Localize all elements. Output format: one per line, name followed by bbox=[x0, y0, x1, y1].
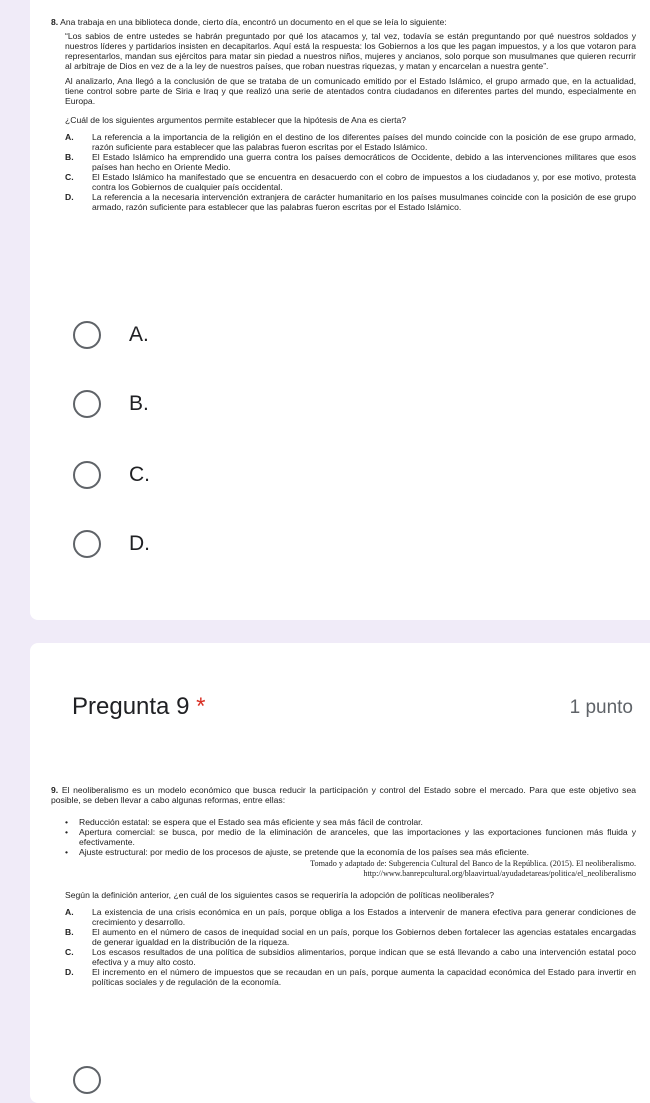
radio-a[interactable] bbox=[73, 321, 101, 349]
choice-c-label: C. bbox=[129, 463, 150, 486]
radio-next-question[interactable] bbox=[73, 1066, 101, 1094]
choice-b-label: B. bbox=[129, 392, 149, 415]
q9-option: B. El aumento en el número de casos de inequidad social en un país, porque los Gobiernos deben fortalecer las agencias estatales encargadas de generar igualdad en la distribución de la riqueza. bbox=[65, 927, 636, 947]
radio-c[interactable] bbox=[73, 461, 101, 489]
question-9-image bbox=[51, 785, 636, 987]
choice-a[interactable] bbox=[73, 321, 149, 349]
choice-b[interactable] bbox=[73, 390, 149, 418]
required-asterisk: * bbox=[196, 693, 206, 720]
q9-bullet: • Ajuste estructural: por medio de los procesos de ajuste, se pretende que la economía de los países sea más eficiente. bbox=[65, 847, 529, 857]
q8-option: D. La referencia a la necesaria intervención extranjera de carácter humanitario en los países musulmanes coincide con la posición de ese grupo armado, razón suficiente para establecer que las palabras fueron escritas por el Estado Islámico. bbox=[65, 192, 636, 212]
q9-source: Tomado y adaptado de: Subgerencia Cultural del Banco de la República. (2015). El neoliberalismo. http://www.banrepcultural.org/blaavirtual/ayudadetareas/politica/el_neoliberalismo bbox=[310, 859, 636, 878]
q8-option-list bbox=[51, 132, 636, 212]
q8-analysis: Al analizarlo, Ana llegó a la conclusión de que se trataba de un comunicado emitido por el Estado Islámico, el grupo armado que, en la actualidad, tiene control sobre parte de Siria e Iraq y que realizó una serie de atentados contra ciudadanos en diferentes partes del mundo, especialmente en Europa. bbox=[65, 76, 636, 106]
q9-question: Según la definición anterior, ¿en cuál de los siguientes casos se requeriría la adopción de políticas neoliberales? bbox=[65, 890, 494, 900]
choice-d[interactable] bbox=[73, 530, 150, 558]
q9-bullet-list bbox=[51, 817, 636, 857]
q9-option: D. El incremento en el número de impuestos que se recaudan en un país, porque aumenta la capacidad económica del Estado para invertir en políticas sociales y de regulación de la economía. bbox=[65, 967, 636, 987]
choice-d-label: D. bbox=[129, 532, 150, 555]
question-9-title: Pregunta 9 * bbox=[72, 693, 206, 720]
q9-option: C. Los escasos resultados de una política de subsidios alimentarios, porque indican que se está llevando a cabo una intervención estatal poco efectiva y a muy alto costo. bbox=[65, 947, 636, 967]
q8-intro: 8. Ana trabaja en una biblioteca donde, cierto día, encontró un documento en el que se leía lo siguiente: bbox=[51, 17, 447, 27]
choice-c[interactable] bbox=[73, 461, 150, 489]
question-8-image bbox=[51, 17, 636, 212]
q8-quote: “Los sabios de entre ustedes se habrán preguntado por qué los atacamos y, tal vez, todavía se están preguntando por qué nuestros soldados y nuestros líderes y partidarios insisten en decapitarlos. Aquí está la respuesta: los Gobiernos a los que les pagan impuestos, y a los que votaron para representarlos, mandan sus ejércitos para matar sin piedad a nuestros niños, mujeres y ancianos, solo porque son musulmanes que quieren recurrir al arbitraje de Dios en vez de a la ley de nuestros países, que roban nuestras riquezas, y matan y encarcelan a nuestra gente”. bbox=[65, 31, 636, 71]
q9-option: A. La existencia de una crisis económica en un país, porque obliga a los Estados a intervenir de manera efectiva para generar condiciones de crecimiento y desarrollo. bbox=[65, 907, 636, 927]
question-9-points: 1 punto bbox=[569, 697, 633, 718]
radio-b[interactable] bbox=[73, 390, 101, 418]
q8-question: ¿Cuál de los siguientes argumentos permite establecer que la hipótesis de Ana es cierta? bbox=[65, 115, 407, 125]
q9-option-list bbox=[51, 907, 636, 987]
choice-a-label: A. bbox=[129, 323, 149, 346]
q9-intro: 9. El neoliberalismo es un modelo económico que busca reducir la participación y control del Estado sobre el mercado. Para que este objetivo sea posible, se deben llevar a cabo algunas reformas, entre ellas: bbox=[51, 785, 637, 805]
q9-bullet: • Reducción estatal: se espera que el Estado sea más eficiente y sea más fácil de controlar. bbox=[65, 817, 423, 827]
radio-d[interactable] bbox=[73, 530, 101, 558]
q9-bullet: • Apertura comercial: se busca, por medio de la eliminación de aranceles, que las importaciones y las exportaciones funcionen más fluida y efectivamente. bbox=[65, 827, 636, 847]
q8-option: B. El Estado Islámico ha emprendido una guerra contra los países democráticos de Occidente, debido a las intervenciones militares que esos países han hecho en Oriente Medio. bbox=[65, 152, 636, 172]
q8-option: C. El Estado Islámico ha manifestado que se encuentra en desacuerdo con el cobro de impuestos a los ciudadanos y, por ese motivo, protesta contra los Gobiernos de cualquier país occidental. bbox=[65, 172, 636, 192]
q8-option: A. La referencia a la importancia de la religión en el destino de los diferentes países del mundo coincide con la posición de ese grupo armado, razón suficiente para establecer que las palabras fueron escritas por el Estado Islámico. bbox=[65, 132, 636, 152]
